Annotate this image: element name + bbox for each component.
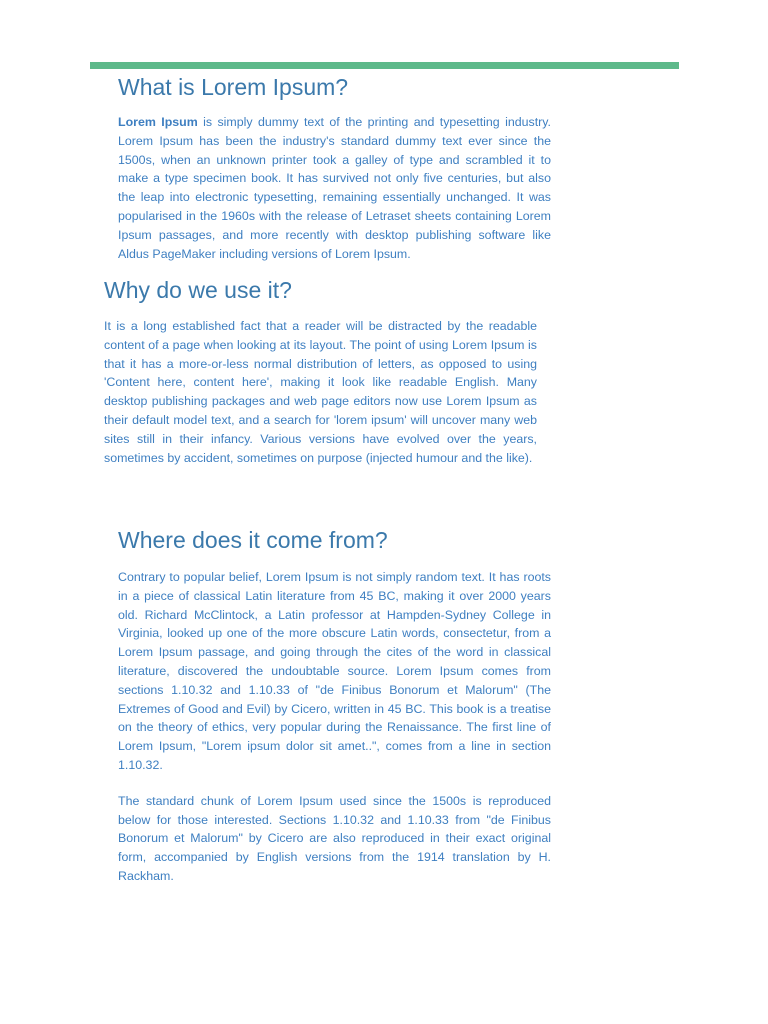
- section-paragraph: The standard chunk of Lorem Ipsum used since the 1500s is reproduced below for those interested. Sections 1.10.32 and 1.10.33 from "de Finibus Bonorum et Malorum" by Cicero are also reproduced in their exact original form, accompanied by English versions from the 1914 translation by H. Rackham.: [118, 793, 551, 883]
- section-paragraph: It is a long established fact that a reader will be distracted by the readable content of a page when looking at its layout. The point of using Lorem Ipsum is that it has a more-or-less normal distribution of letters, as opposed to using 'Content here, content here', making it look like readable English. Many desktop publishing packages and web page editors now use Lorem Ipsum as their default model text, and a search for 'lorem ipsum' will uncover many web sites still in their infancy. Various versions have evolved over the years, sometimes by accident, sometimes on purpose (injected humour and the like).: [104, 319, 537, 465]
- lead-bold-text: Lorem Ipsum: [118, 115, 198, 129]
- section-heading: Why do we use it?: [104, 277, 292, 303]
- section-heading: Where does it come from?: [118, 527, 388, 553]
- section-why-do-we-use-it: [104, 276, 537, 467]
- section-paragraph: [118, 113, 551, 263]
- top-divider-bar: [90, 62, 679, 69]
- section-heading: What is Lorem Ipsum?: [118, 74, 349, 100]
- section-what-is-lorem-ipsum: [118, 73, 551, 263]
- paragraph-text: is simply dummy text of the printing and typesetting industry. Lorem Ipsum has been the industry's standard dummy text ever since the 1500s, when an unknown printer took a galley of type and scrambled it to make a type specimen book. It has survived not only five centuries, but also the leap into electronic typesetting, remaining essentially unchanged. It was popularised in the 1960s with the release of Letraset sheets containing Lorem Ipsum passages, and more recently with desktop publishing software like Aldus PageMaker including versions of Lorem Ipsum.: [118, 115, 551, 261]
- section-where-does-it-come-from: [118, 526, 551, 886]
- section-paragraph: Contrary to popular belief, Lorem Ipsum is not simply random text. It has roots in a piece of classical Latin literature from 45 BC, making it over 2000 years old. Richard McClintock, a Latin professor at Hampden-Sydney College in Virginia, looked up one of the more obscure Latin words, consectetur, from a Lorem Ipsum passage, and going through the cites of the word in classical literature, discovered the undoubtable source. Lorem Ipsum comes from sections 1.10.32 and 1.10.33 of "de Finibus Bonorum et Malorum" (The Extremes of Good and Evil) by Cicero, written in 45 BC. This book is a treatise on the theory of ethics, very popular during the Renaissance. The first line of Lorem Ipsum, "Lorem ipsum dolor sit amet..", comes from a line in section 1.10.32.: [118, 570, 551, 772]
